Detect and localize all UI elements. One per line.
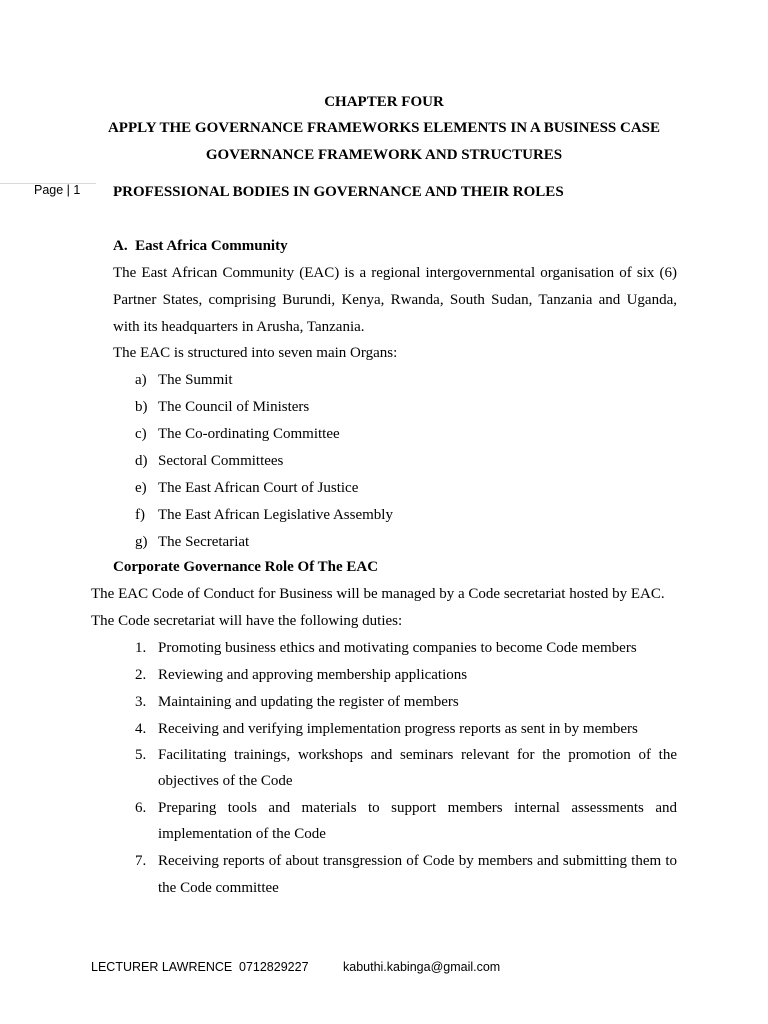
list-marker: 6. [135,800,147,816]
list-marker: c) [135,426,147,442]
chapter-title-line-2: GOVERNANCE FRAMEWORK AND STRUCTURES [205,147,563,163]
list-item-text: Receiving reports of about transgression of Code by members and submitting them to [158,853,677,869]
list-marker: 3. [135,694,147,710]
chapter-heading: CHAPTER FOUR [324,94,444,110]
list-item-text-continued: the Code committee [158,880,279,896]
page-number: Page | 1 [34,183,81,197]
footer-email: kabuthi.kabinga@gmail.com [343,960,501,974]
list-item-text: The East African Legislative Assembly [158,507,393,523]
list-item-text: Sectoral Committees [158,453,284,469]
governance-heading: Corporate Governance Role Of The EAC [113,559,379,575]
list-item-text-continued: objectives of the Code [158,773,293,789]
list-marker: d) [135,453,148,469]
governance-intro-line-1: The EAC Code of Conduct for Business will be managed by a Code secretariat hosted by EAC. [91,586,665,602]
footer-phone: 0712829227 [239,960,309,974]
list-item-text: Receiving and verifying implementation progress reports as sent in by members [158,721,638,737]
list-marker: 1. [135,640,147,656]
subsection-title: A. East Africa Community [113,238,288,254]
list-item-text: Promoting business ethics and motivating companies to become Code members [158,640,637,656]
intro-line-3: with its headquarters in Arusha, Tanzania. [113,319,365,335]
list-marker: b) [135,399,148,415]
list-item-text: Reviewing and approving membership applications [158,667,468,683]
list-item-text: Preparing tools and materials to support members internal assessments and [158,800,677,816]
list-item-text: The Council of Ministers [158,399,310,415]
list-item-text: The East African Court of Justice [158,480,359,496]
list-marker: 2. [135,667,147,683]
list-marker: f) [135,507,145,523]
list-marker: e) [135,480,147,496]
intro-line-1: The East African Community (EAC) is a regional intergovernmental organisation of six (6) [113,265,677,281]
list-item-text: Facilitating trainings, workshops and seminars relevant for the promotion of the [158,747,677,763]
list-marker: 4. [135,721,147,737]
chapter-title-line-1: APPLY THE GOVERNANCE FRAMEWORKS ELEMENTS IN A BUSINESS CASE [107,120,661,136]
list-marker: 7. [135,853,147,869]
section-title: PROFESSIONAL BODIES IN GOVERNANCE AND THEIR ROLES [113,184,564,200]
list-item-text: The Co-ordinating Committee [158,426,340,442]
list-item-text-continued: implementation of the Code [158,826,326,842]
list-marker: 5. [135,747,147,763]
list-item-text: The Secretariat [158,534,250,550]
governance-intro-line-2: The Code secretariat will have the following duties: [91,613,403,629]
intro-line-2: Partner States, comprising Burundi, Kenya, Rwanda, South Sudan, Tanzania and Uganda, [113,292,677,308]
footer-author: LECTURER LAWRENCE [91,960,233,974]
list-marker: g) [135,534,148,550]
intro-line-4: The EAC is structured into seven main Organs: [113,345,398,361]
list-item-text: Maintaining and updating the register of members [158,694,459,710]
list-item-text: The Summit [158,372,233,388]
list-marker: a) [135,372,147,388]
